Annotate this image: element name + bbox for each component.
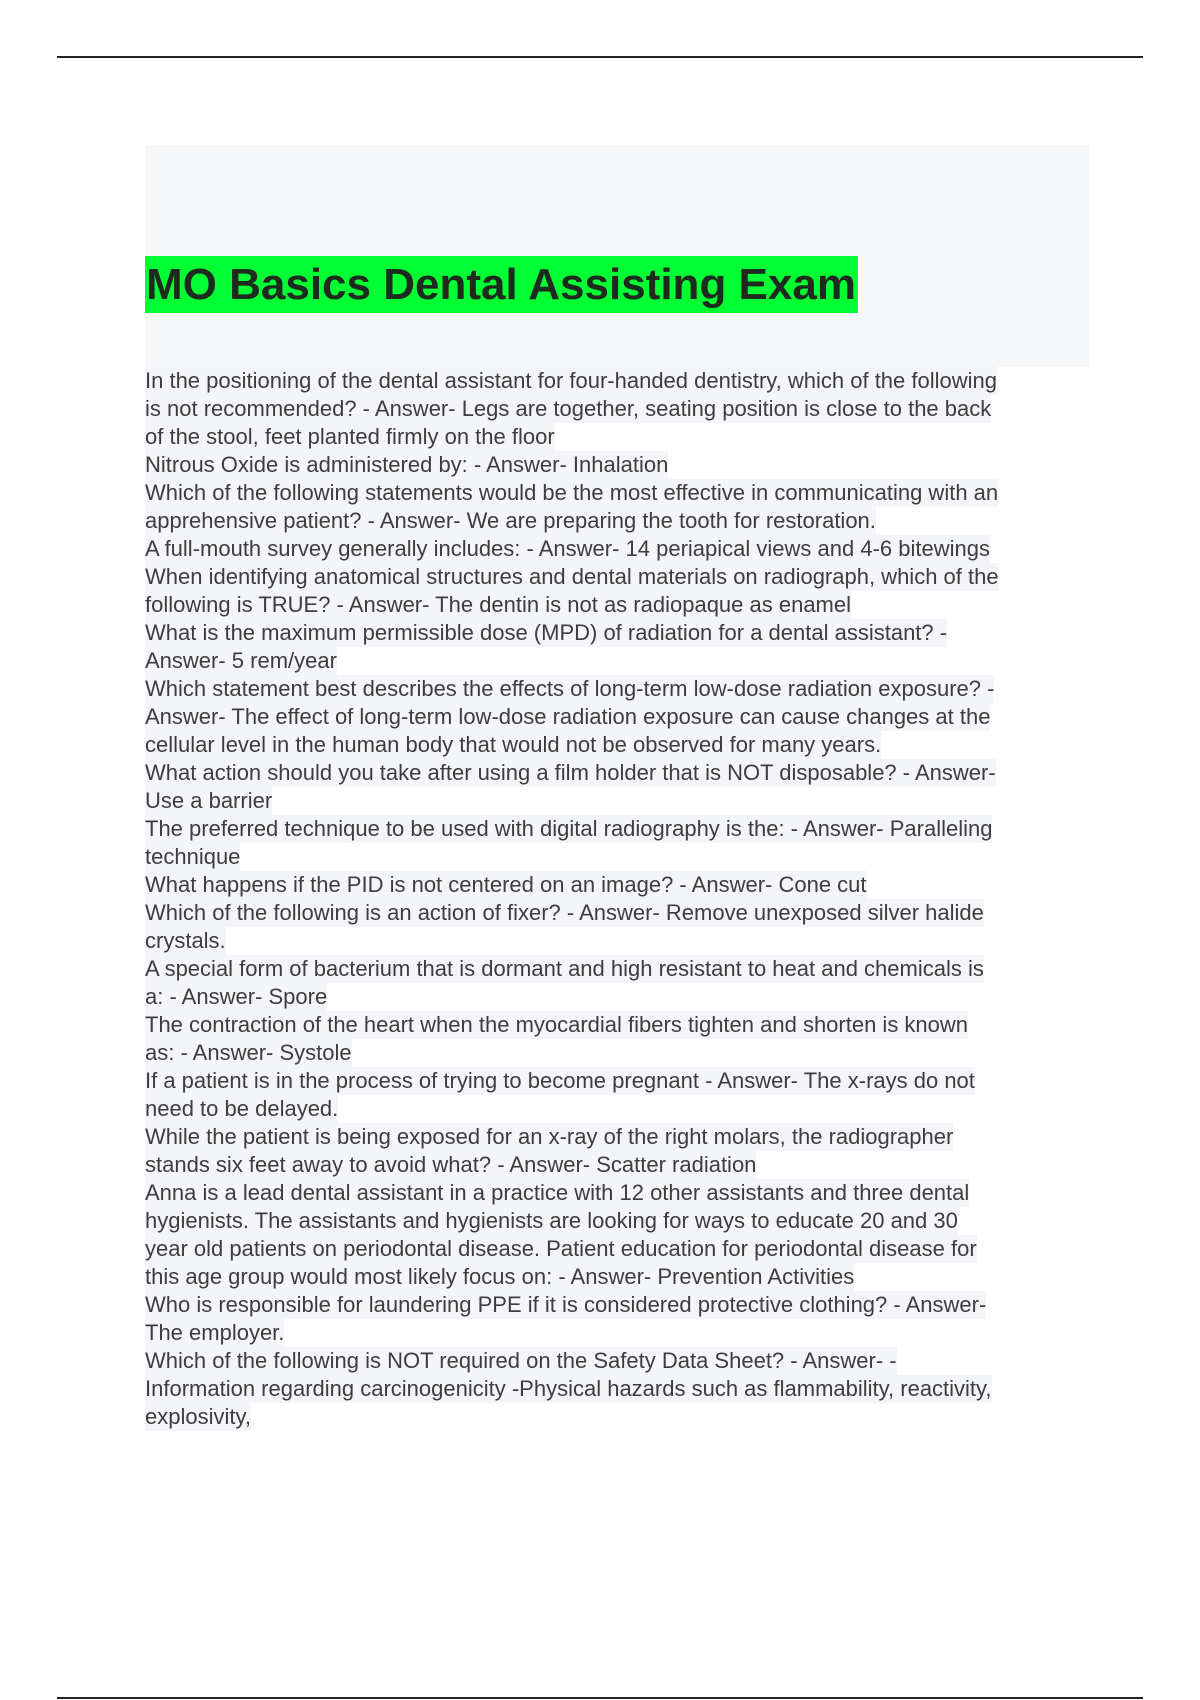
text-line: The contraction of the heart when the myocardial fibers tighten and shorten is known [145,1012,969,1037]
text-line: technique [145,844,241,869]
text-line: A full-mouth survey generally includes: - Answer- 14 periapical views and 4-6 bitewings [145,536,990,561]
text-line: explosivity, [145,1404,251,1429]
text-line: A special form of bacterium that is dormant and high resistant to heat and chemicals is [145,956,984,981]
question-answer-item [145,619,1089,675]
question-answer-item [145,563,1089,619]
text-line: year old patients on periodontal disease. Patient education for periodontal disease for [145,1236,977,1261]
question-answer-item [145,955,1089,1011]
text-line: Which of the following statements would be the most effective in communicating with an [145,480,999,505]
text-line: Nitrous Oxide is administered by: - Answer- Inhalation [145,452,669,477]
text-line: stands six feet away to avoid what? - Answer- Scatter radiation [145,1152,757,1177]
text-line: Information regarding carcinogenicity -Physical hazards such as flammability, reactivity, [145,1376,992,1401]
text-line: cellular level in the human body that would not be observed for many years. [145,732,882,757]
text-line: Use a barrier [145,788,273,813]
text-line: When identifying anatomical structures and dental materials on radiograph, which of the [145,564,999,589]
question-answer-item [145,479,1089,535]
question-answer-item [145,1347,1089,1431]
text-line: Which of the following is an action of fixer? - Answer- Remove unexposed silver halide [145,900,984,925]
text-line: Who is responsible for laundering PPE if it is considered protective clothing? - Answer- [145,1292,987,1317]
text-line: If a patient is in the process of trying to become pregnant - Answer- The x-rays do not [145,1068,975,1093]
text-line: Answer- The effect of long-term low-dose radiation exposure can cause changes at the [145,704,991,729]
text-line: this age group would most likely focus on: - Answer- Prevention Activities [145,1264,855,1289]
question-answer-list [145,367,1089,1431]
text-line: as: - Answer- Systole [145,1040,352,1065]
question-answer-item [145,1123,1089,1179]
text-line: What is the maximum permissible dose (MPD) of radiation for a dental assistant? - [145,620,948,645]
text-line: Which statement best describes the effects of long-term low-dose radiation exposure? - [145,676,995,701]
question-answer-item [145,1291,1089,1347]
text-line: apprehensive patient? - Answer- We are preparing the tooth for restoration. [145,508,876,533]
text-line: Which of the following is NOT required on the Safety Data Sheet? - Answer- - [145,1348,897,1373]
question-answer-item [145,451,1089,479]
bottom-rule [57,1697,1143,1699]
text-line: The employer. [145,1320,285,1345]
text-line: Answer- 5 rem/year [145,648,337,673]
question-answer-item [145,367,1089,451]
text-line: need to be delayed. [145,1096,339,1121]
text-line: of the stool, feet planted firmly on the floor [145,424,555,449]
text-line: While the patient is being exposed for an x-ray of the right molars, the radiographer [145,1124,954,1149]
text-line: What happens if the PID is not centered on an image? - Answer- Cone cut [145,872,867,897]
question-answer-item [145,675,1089,759]
question-answer-item [145,1179,1089,1291]
text-line: a: - Answer- Spore [145,984,328,1009]
question-answer-item [145,899,1089,955]
text-line: following is TRUE? - Answer- The dentin is not as radiopaque as enamel [145,592,852,617]
text-line: hygienists. The assistants and hygienists are looking for ways to educate 20 and 30 [145,1208,958,1233]
document-title: MO Basics Dental Assisting Exam [145,256,858,313]
top-rule [57,56,1143,58]
question-answer-item [145,759,1089,815]
question-answer-item [145,1011,1089,1067]
question-answer-item [145,871,1089,899]
question-answer-item [145,535,1089,563]
text-line: crystals. [145,928,226,953]
question-answer-item [145,1067,1089,1123]
question-answer-item [145,815,1089,871]
text-line: What action should you take after using a film holder that is NOT disposable? - Answer- [145,760,996,785]
text-line: The preferred technique to be used with digital radiography is the: - Answer- Paralleling [145,816,993,841]
text-line: Anna is a lead dental assistant in a practice with 12 other assistants and three dental [145,1180,970,1205]
text-line: In the positioning of the dental assistant for four-handed dentistry, which of the following [145,368,997,393]
text-line: is not recommended? - Answer- Legs are together, seating position is close to the back [145,396,992,421]
